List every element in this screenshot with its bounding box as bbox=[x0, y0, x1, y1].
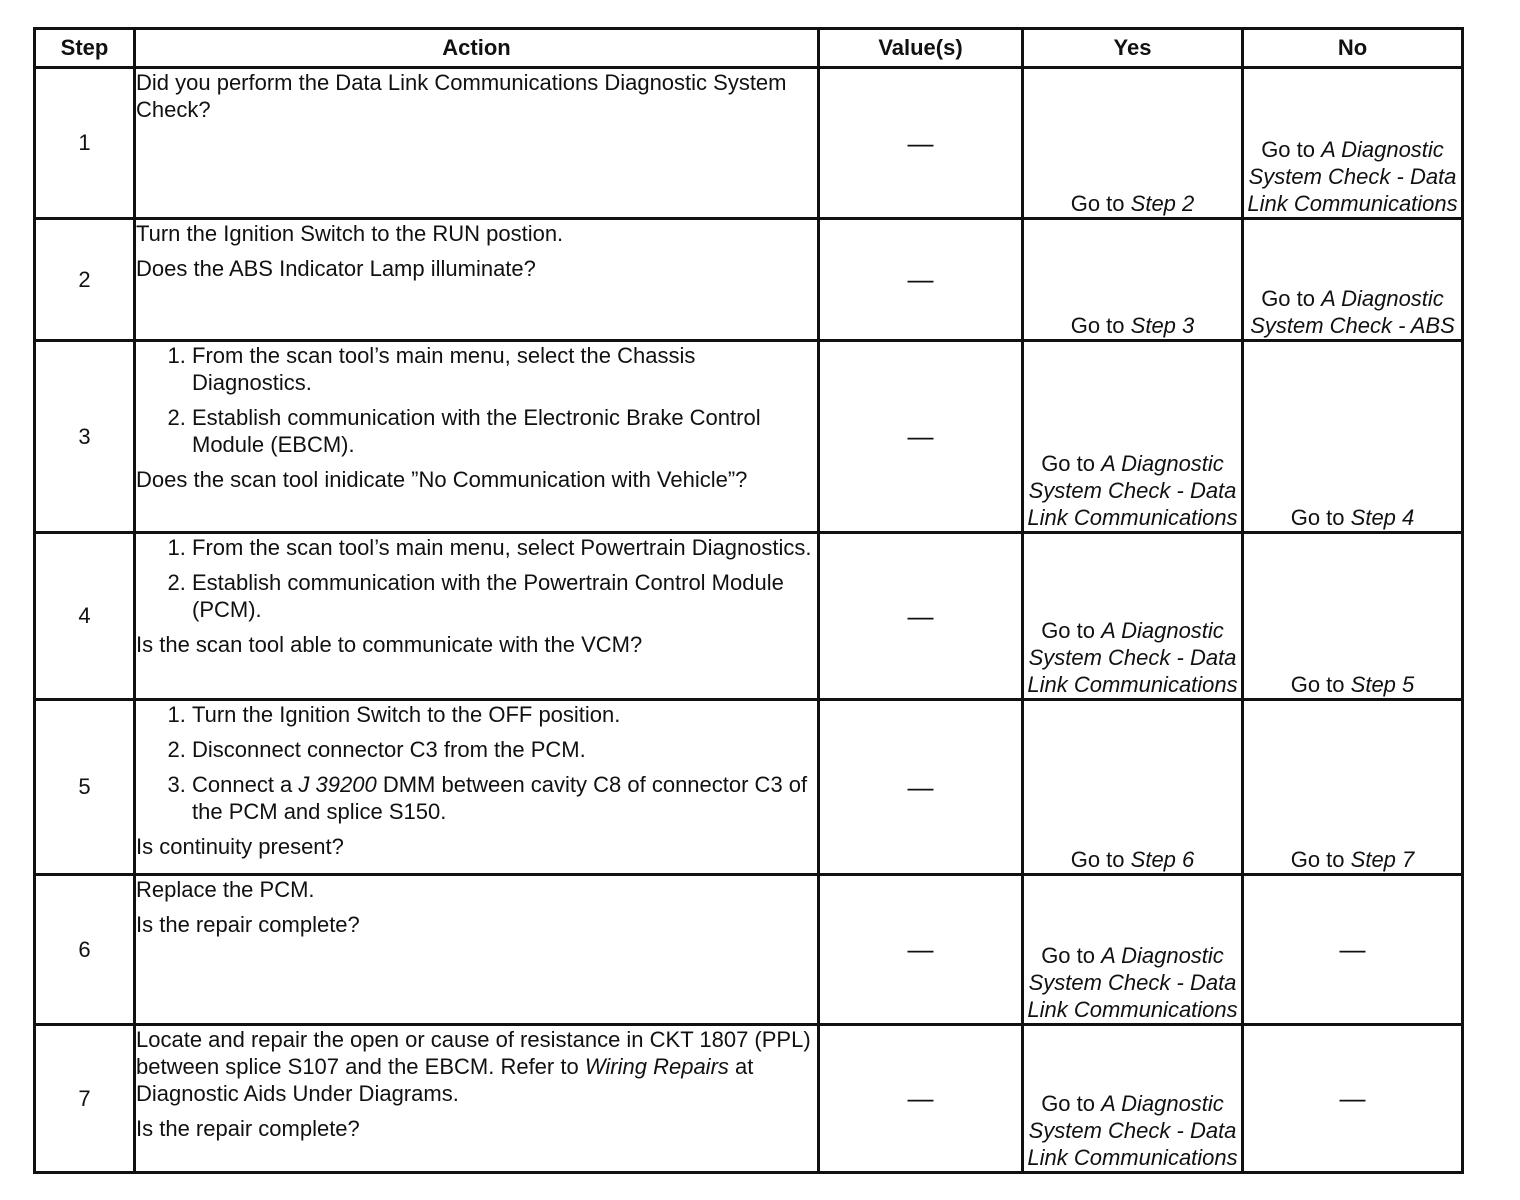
yes-prefix: Go to bbox=[1041, 943, 1095, 968]
no-prefix: Go to bbox=[1290, 847, 1345, 872]
step-number: 6 bbox=[35, 875, 135, 1025]
yes-cell bbox=[1023, 533, 1243, 700]
action-cell bbox=[135, 533, 819, 700]
no-cell bbox=[1243, 533, 1463, 700]
action-question: Does the ABS Indicator Lamp illuminate? bbox=[136, 256, 536, 281]
yes-cell bbox=[1023, 875, 1243, 1025]
no-cell: — bbox=[1243, 875, 1463, 1025]
yes-prefix: Go to bbox=[1041, 451, 1095, 476]
yes-prefix: Go to bbox=[1070, 191, 1125, 216]
no-prefix: Go to bbox=[1290, 505, 1345, 530]
action-step: 2. Establish communication with the Powertrain Control Module (PCM). bbox=[192, 569, 817, 623]
wiring-repairs-reference[interactable]: Wiring Repairs bbox=[584, 1054, 729, 1079]
action-text: Replace the PCM. bbox=[136, 877, 315, 902]
table-row bbox=[35, 341, 1463, 533]
no-link[interactable]: A Diagnostic System Check - ABS bbox=[1250, 286, 1455, 338]
table-row bbox=[35, 219, 1463, 341]
diagnostic-table bbox=[33, 27, 1464, 1174]
yes-link[interactable]: Step 2 bbox=[1130, 191, 1195, 216]
yes-cell bbox=[1023, 68, 1243, 219]
action-text: Did you perform the Data Link Communications Diagnostic System Check? bbox=[136, 70, 787, 122]
no-prefix: Go to bbox=[1290, 672, 1345, 697]
action-text-part: Locate and repair the open or cause of resistance in CKT 1807 (PPL) between splice S107 and the EBCM. Refer to bbox=[136, 1027, 811, 1079]
action-step bbox=[192, 771, 817, 825]
value-cell: — bbox=[819, 219, 1023, 341]
step-number: 4 bbox=[35, 533, 135, 700]
action-question: Is continuity present? bbox=[136, 834, 344, 859]
header-action: Action bbox=[135, 29, 819, 68]
yes-link[interactable]: A Diagnostic System Check - Data Link Communications bbox=[1027, 943, 1238, 1022]
action-text-part: at Diagnostic Aids Under Diagrams. bbox=[136, 1054, 754, 1106]
yes-link[interactable]: Step 6 bbox=[1130, 847, 1195, 872]
value-cell: — bbox=[819, 700, 1023, 875]
table-row bbox=[35, 700, 1463, 875]
no-link[interactable]: Step 5 bbox=[1350, 672, 1415, 697]
action-cell bbox=[135, 68, 819, 219]
action-step: 1. Turn the Ignition Switch to the OFF position. bbox=[192, 701, 817, 728]
no-prefix: Go to bbox=[1261, 286, 1315, 311]
yes-prefix: Go to bbox=[1070, 847, 1125, 872]
step-number: 7 bbox=[35, 1025, 135, 1173]
action-step: 2. Establish communication with the Electronic Brake Control Module (EBCM). bbox=[192, 404, 817, 458]
yes-link[interactable]: A Diagnostic System Check - Data Link Communications bbox=[1027, 618, 1238, 697]
header-no: No bbox=[1243, 29, 1463, 68]
no-link[interactable]: Step 7 bbox=[1350, 847, 1415, 872]
value-cell: — bbox=[819, 341, 1023, 533]
table-row bbox=[35, 533, 1463, 700]
no-cell bbox=[1243, 219, 1463, 341]
action-question: Does the scan tool inidicate ”No Communication with Vehicle”? bbox=[136, 467, 748, 492]
yes-link[interactable]: A Diagnostic System Check - Data Link Communications bbox=[1027, 451, 1238, 530]
yes-cell bbox=[1023, 341, 1243, 533]
action-step-text: Connect a bbox=[192, 772, 293, 797]
yes-prefix: Go to bbox=[1070, 313, 1125, 338]
header-yes: Yes bbox=[1023, 29, 1243, 68]
action-text: Turn the Ignition Switch to the RUN postion. bbox=[136, 221, 564, 246]
action-step-text: DMM between cavity C8 of connector C3 of the PCM and splice S150. bbox=[192, 772, 808, 824]
step-number: 1 bbox=[35, 68, 135, 219]
header-row bbox=[35, 29, 1463, 68]
yes-prefix: Go to bbox=[1041, 618, 1095, 643]
action-text bbox=[136, 1026, 817, 1107]
step-number: 3 bbox=[35, 341, 135, 533]
action-cell bbox=[135, 875, 819, 1025]
tool-reference: J 39200 bbox=[298, 772, 377, 797]
yes-prefix: Go to bbox=[1041, 1091, 1095, 1116]
value-cell: — bbox=[819, 1025, 1023, 1173]
action-cell bbox=[135, 1025, 819, 1173]
action-cell bbox=[135, 341, 819, 533]
table-row bbox=[35, 1025, 1463, 1173]
header-step: Step bbox=[35, 29, 135, 68]
action-question: Is the repair complete? bbox=[136, 912, 360, 937]
yes-link[interactable]: Step 3 bbox=[1130, 313, 1195, 338]
no-cell: — bbox=[1243, 1025, 1463, 1173]
action-steps bbox=[136, 342, 817, 458]
step-number: 2 bbox=[35, 219, 135, 341]
table-row bbox=[35, 875, 1463, 1025]
yes-cell bbox=[1023, 219, 1243, 341]
table-row bbox=[35, 68, 1463, 219]
action-steps bbox=[136, 534, 817, 623]
yes-cell bbox=[1023, 1025, 1243, 1173]
value-cell: — bbox=[819, 68, 1023, 219]
yes-link[interactable]: A Diagnostic System Check - Data Link Communications bbox=[1027, 1091, 1238, 1170]
action-steps bbox=[136, 701, 817, 825]
action-step: 1. From the scan tool’s main menu, select Powertrain Diagnostics. bbox=[192, 534, 817, 561]
yes-cell bbox=[1023, 700, 1243, 875]
step-number: 5 bbox=[35, 700, 135, 875]
action-step: 1. From the scan tool’s main menu, select the Chassis Diagnostics. bbox=[192, 342, 817, 396]
no-prefix: Go to bbox=[1261, 137, 1315, 162]
no-link[interactable]: Step 4 bbox=[1350, 505, 1415, 530]
no-link[interactable]: A Diagnostic System Check - Data Link Communications bbox=[1247, 137, 1458, 216]
header-values: Value(s) bbox=[819, 29, 1023, 68]
no-cell bbox=[1243, 68, 1463, 219]
action-question: Is the scan tool able to communicate with the VCM? bbox=[136, 632, 643, 657]
action-cell bbox=[135, 700, 819, 875]
no-cell bbox=[1243, 341, 1463, 533]
action-step: 2. Disconnect connector C3 from the PCM. bbox=[192, 736, 817, 763]
action-cell bbox=[135, 219, 819, 341]
value-cell: — bbox=[819, 875, 1023, 1025]
value-cell: — bbox=[819, 533, 1023, 700]
action-question: Is the repair complete? bbox=[136, 1116, 360, 1141]
no-cell bbox=[1243, 700, 1463, 875]
